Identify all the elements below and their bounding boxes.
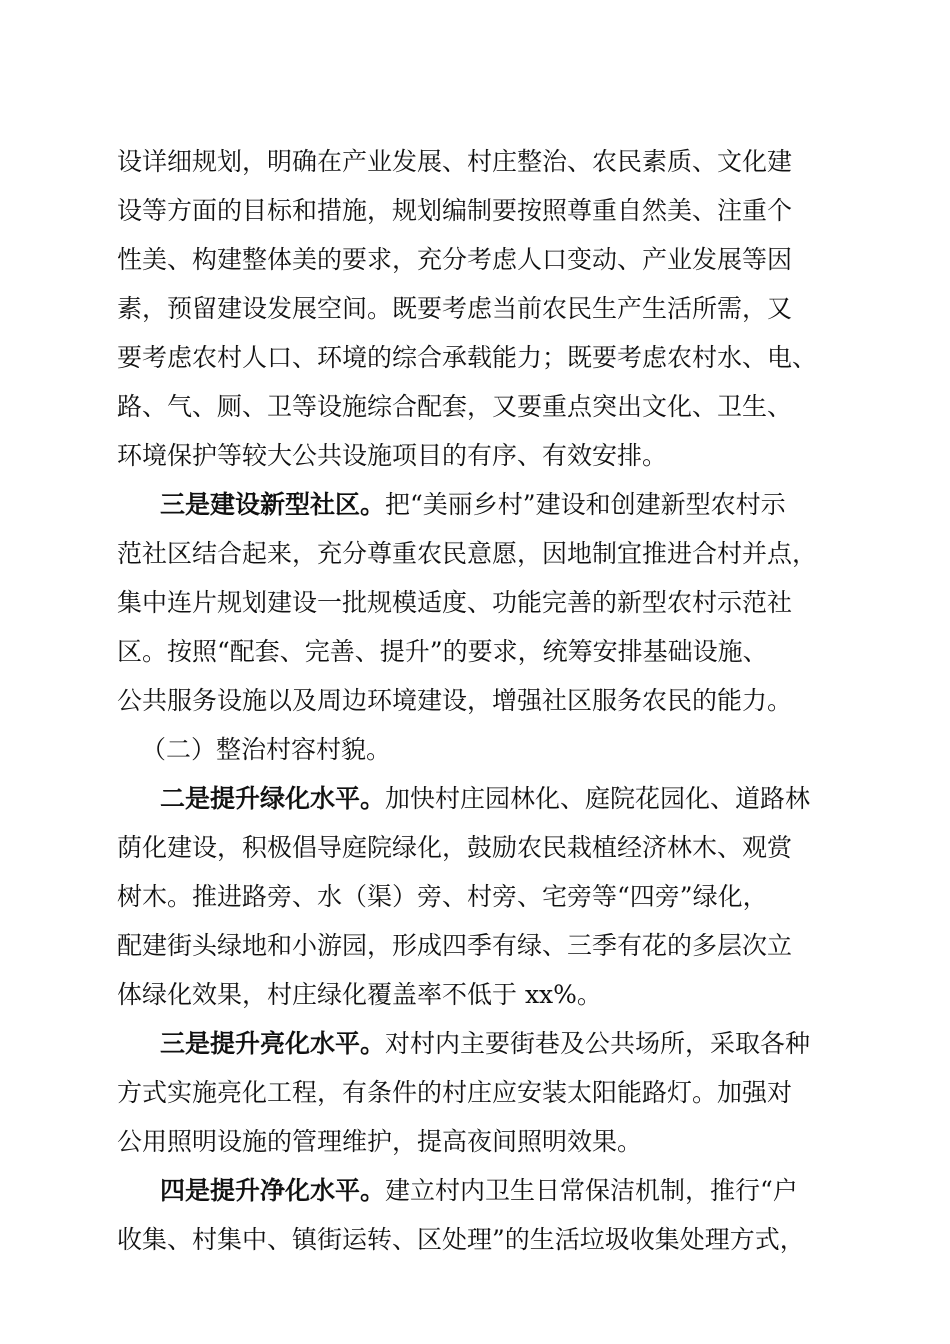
- paragraph-4-line-1: [0, 1024, 950, 1064]
- paragraph-5-first-text: 建立村内卫生日常保洁机制，推行“户: [385, 1176, 798, 1205]
- paragraph-3-line-5: 体绿化效果，村庄绿化覆盖率不低于 xx%。: [117, 980, 602, 1009]
- paragraph-3-line-1: [0, 779, 950, 819]
- paragraph-1-line-7: 环境保护等较大公共设施项目的有序、有效安排。: [117, 441, 668, 470]
- paragraph-3-lead: 二是提升绿化水平。: [160, 784, 386, 813]
- paragraph-4-first-text: 对村内主要街巷及公共场所，采取各种: [385, 1029, 811, 1058]
- paragraph-1-line-3: 性美、构建整体美的要求，充分考虑人口变动、产业发展等因: [117, 245, 793, 274]
- section-heading: （二）整治村容村貌。: [141, 735, 392, 764]
- paragraph-1-line-5: 要考虑农村人口、环境的综合承载能力；既要考虑农村水、电、: [117, 343, 818, 372]
- paragraph-2-line-5: 公共服务设施以及周边环境建设，增强社区服务农民的能力。: [117, 686, 793, 715]
- paragraph-3-line-3: 树木。推进路旁、水（渠）旁、村旁、宅旁等“四旁”绿化，: [117, 882, 768, 911]
- paragraph-3-first-text: 加快村庄园林化、庭院花园化、道路林: [385, 784, 811, 813]
- paragraph-5-line-2: 收集、村集中、镇街运转、区处理”的生活垃圾收集处理方式，: [117, 1225, 805, 1254]
- paragraph-1-line-6: 路、气、厕、卫等设施综合配套，又要重点突出文化、卫生、: [117, 392, 793, 421]
- paragraph-2-line-1: [0, 485, 950, 525]
- paragraph-1-line-2: 设等方面的目标和措施，规划编制要按照尊重自然美、注重个: [117, 196, 793, 225]
- paragraph-2-line-2: 范社区结合起来，充分尊重农民意愿，因地制宜推进合村并点，: [117, 539, 818, 568]
- paragraph-4-line-3: 公用照明设施的管理维护，提高夜间照明效果。: [117, 1127, 643, 1156]
- paragraph-5-line-1: [0, 1171, 950, 1211]
- paragraph-5-lead: 四是提升净化水平。: [160, 1176, 386, 1205]
- paragraph-3-line-4: 配建街头绿地和小游园，形成四季有绿、三季有花的多层次立: [117, 931, 793, 960]
- paragraph-2-first-text: 把“美丽乡村”建设和创建新型农村示: [385, 490, 786, 519]
- paragraph-2-line-4: 区。按照“配套、完善、提升”的要求，统筹安排基础设施、: [117, 637, 768, 666]
- paragraph-1-line-4: 素，预留建设发展空间。既要考虑当前农民生产生活所需，又: [117, 294, 793, 323]
- paragraph-3-line-2: 荫化建设，积极倡导庭院绿化，鼓励农民栽植经济林木、观赏: [117, 833, 793, 862]
- paragraph-1-line-1: 设详细规划，明确在产业发展、村庄整治、农民素质、文化建: [117, 147, 793, 176]
- paragraph-2-line-3: 集中连片规划建设一批规模适度、功能完善的新型农村示范社: [117, 588, 793, 617]
- paragraph-2-lead: 三是建设新型社区。: [160, 490, 386, 519]
- paragraph-4-lead: 三是提升亮化水平。: [160, 1029, 386, 1058]
- paragraph-4-line-2: 方式实施亮化工程，有条件的村庄应安装太阳能路灯。加强对: [117, 1078, 793, 1107]
